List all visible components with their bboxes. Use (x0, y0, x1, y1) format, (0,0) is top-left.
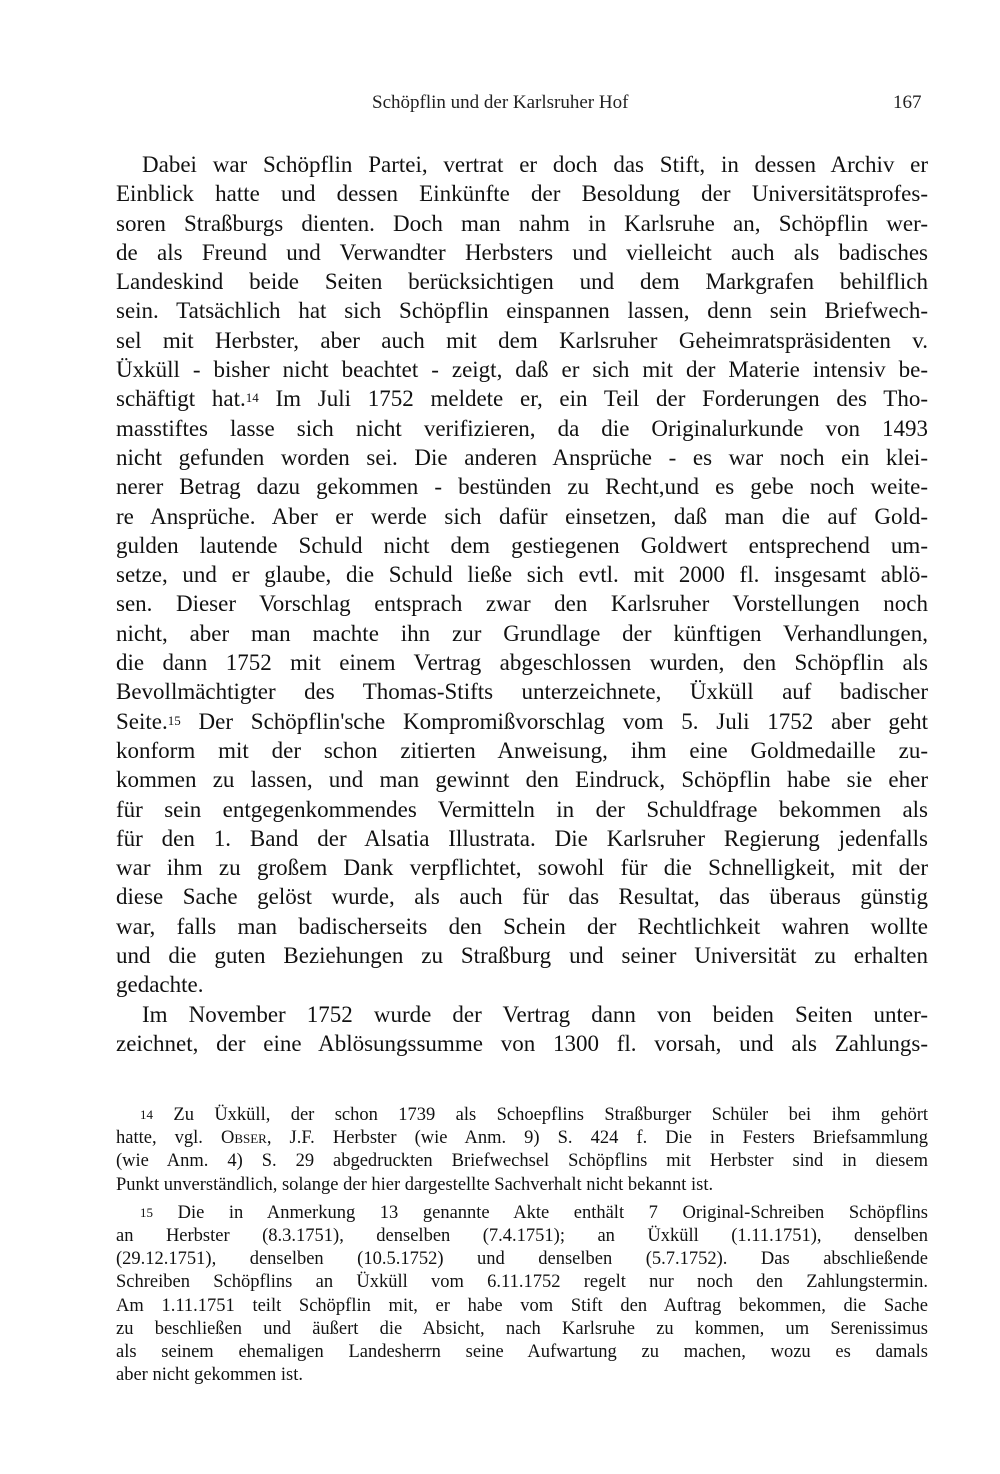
text-line: gedachte. (116, 972, 204, 998)
footnote-line (116, 1127, 928, 1150)
text-line: gulden lautende Schuld nicht dem gestiegenen Goldwert entsprechend um- (116, 532, 928, 558)
text-line: sen. Dieser Vorschlag entsprach zwar den Karlsruher Vorstellungen noch (116, 591, 928, 617)
text-segment: Im Juli 1752 meldete er, ein Teil der Forderungen des Tho- (275, 386, 929, 412)
text-line: für den 1. Band der Alsatia Illustrata. Die Karlsruher Regierung jedenfalls (116, 825, 928, 851)
text-segment: Zu Üxküll, der schon 1739 als Schoepflins Straßburger Schüler bei ihm gehört (173, 1105, 929, 1125)
text-segment: Der Schöpflin'sche Kompromißvorschlag vom 5. Juli 1752 aber geht (198, 708, 929, 734)
text-line: nicht gefunden worden sei. Die anderen Ansprüche - es war noch ein klei- (116, 444, 928, 470)
footnote-mark: 14 (140, 1107, 153, 1122)
text-line: Landeskind beide Seiten berücksichtigen und dem Markgrafen behilflich (116, 269, 928, 295)
text-segment: , J.F. Herbster (wie Anm. 9) S. 424 f. Die in Festers Briefsammlung (266, 1128, 929, 1149)
footnote-mark: 15 (140, 1204, 153, 1220)
footnote-line: (wie Anm. 4) S. 29 abgedruckten Briefwechsel Schöpflins mit Herbster sind in diesem (116, 1151, 928, 1172)
text-line: soren Straßburgs dienten. Doch man nahm in Karlsruhe an, Schöpflin wer- (116, 210, 928, 236)
footnotes (116, 1104, 928, 1392)
text-line (116, 384, 928, 413)
footnote-line: (29.12.1751), denselben (10.5.1752) und denselben (5.7.1752). Das abschließende (116, 1249, 928, 1270)
footnote-ref-14[interactable]: 14 (245, 390, 259, 406)
text-line: Üxküll - bisher nicht beachtet - zeigt, daß er sich mit der Materie intensiv be- (116, 357, 928, 383)
footnote-line: aber nicht gekommen ist. (116, 1365, 304, 1386)
text-segment: hatte, vgl. (116, 1128, 203, 1149)
footnote-line: Punkt unverständlich, solange der hier dargestellte Sachverhalt nicht bekannt ist. (116, 1174, 714, 1195)
text-line: masstiftes lasse sich nicht verifizieren, da die Originalurkunde von 1493 (116, 415, 928, 441)
text-segment: Die in Anmerkung 13 genannte Akte enthält 7 Original-Schreiben Schöpflins (177, 1202, 929, 1223)
footnote-line: zu beschließen und äußert die Absicht, nach Karlsruhe zu kommen, um Serenissimus (116, 1318, 928, 1339)
text-line: war ihm zu großem Dank verpflichtet, sowohl für die Schnelligkeit, mit der (116, 855, 928, 881)
text-line: Dabei war Schöpflin Partei, vertrat er doch das Stift, in dessen Archiv er (142, 152, 928, 177)
main-text (116, 150, 928, 1058)
footnote-line: an Herbster (8.3.1751), denselben (7.4.1751); an Üxküll (1.11.1751), denselben (116, 1226, 928, 1247)
text-line: re Ansprüche. Aber er werde sich dafür einsetzen, daß man die auf Gold- (116, 503, 928, 529)
footnote-14 (116, 1104, 928, 1197)
footnote-15 (116, 1202, 928, 1388)
text-line: Bevollmächtigter des Thomas-Stifts unterzeichnete, Üxküll auf badischer (116, 679, 928, 705)
text-line: setze, und er glaube, die Schuld ließe sich evtl. mit 2000 fl. insgesamt ablö- (116, 562, 928, 588)
footnote-ref-15[interactable]: 15 (167, 712, 181, 728)
running-title: Schöpflin und der Karlsruher Hof (372, 92, 629, 113)
footnote-line (116, 1104, 928, 1127)
page-number: 167 (893, 92, 922, 113)
text-line: kommen zu lassen, und man gewinnt den Eindruck, Schöpflin habe sie eher (116, 767, 928, 793)
footnote-line (116, 1202, 928, 1225)
text-line: Im November 1752 wurde der Vertrag dann von beiden Seiten unter- (142, 1001, 928, 1027)
text-line: zeichnet, der eine Ablösungssumme von 1300 fl. vorsah, und als Zahlungs- (116, 1030, 928, 1056)
text-line: Einblick hatte und dessen Einkünfte der Besoldung der Universitätsprofes- (116, 181, 928, 207)
text-line: diese Sache gelöst wurde, als auch für das Resultat, das überaus günstig (116, 884, 928, 910)
text-line: und die guten Beziehungen zu Straßburg und seiner Universität zu erhalten (116, 943, 928, 969)
text-segment: Seite. (116, 708, 168, 734)
text-line: war, falls man badischerseits den Schein der Rechtlichkeit wahren wollte (116, 913, 928, 939)
author-name: Obser (220, 1128, 267, 1149)
text-line: für sein entgegenkommendes Vermitteln in der Schuldfrage bekommen als (116, 796, 928, 822)
text-line: die dann 1752 mit einem Vertrag abgeschlossen wurden, den Schöpflin als (116, 650, 928, 676)
text-line: de als Freund und Verwandter Herbsters und vielleicht auch als badisches (116, 239, 928, 265)
text-line (116, 707, 928, 736)
footnote-line: Am 1.11.1751 teilt Schöpflin mit, er habe vom Stift den Auftrag bekommen, die Sache (116, 1295, 928, 1316)
text-line: konform mit der schon zitierten Anweisung, ihm eine Goldmedaille zu- (116, 737, 928, 763)
footnote-line: Schreiben Schöpflins an Üxküll vom 6.11.1752 regelt nur noch den Zahlungstermin. (116, 1272, 928, 1293)
text-line: nicht, aber man machte ihn zur Grundlage der künftigen Verhandlungen, (116, 620, 928, 646)
text-line: nerer Betrag dazu gekommen - bestünden zu Recht,und es gebe noch weite- (116, 474, 928, 500)
footnote-line: als seinem ehemaligen Landesherrn seine Aufwartung zu machen, wozu es damals (116, 1342, 928, 1363)
text-line: sel mit Herbster, aber auch mit dem Karlsruher Geheimratspräsidenten v. (116, 327, 928, 353)
text-segment: schäftigt hat. (116, 386, 246, 412)
text-line: sein. Tatsächlich hat sich Schöpflin einspannen lassen, denn sein Briefwech- (116, 298, 928, 324)
